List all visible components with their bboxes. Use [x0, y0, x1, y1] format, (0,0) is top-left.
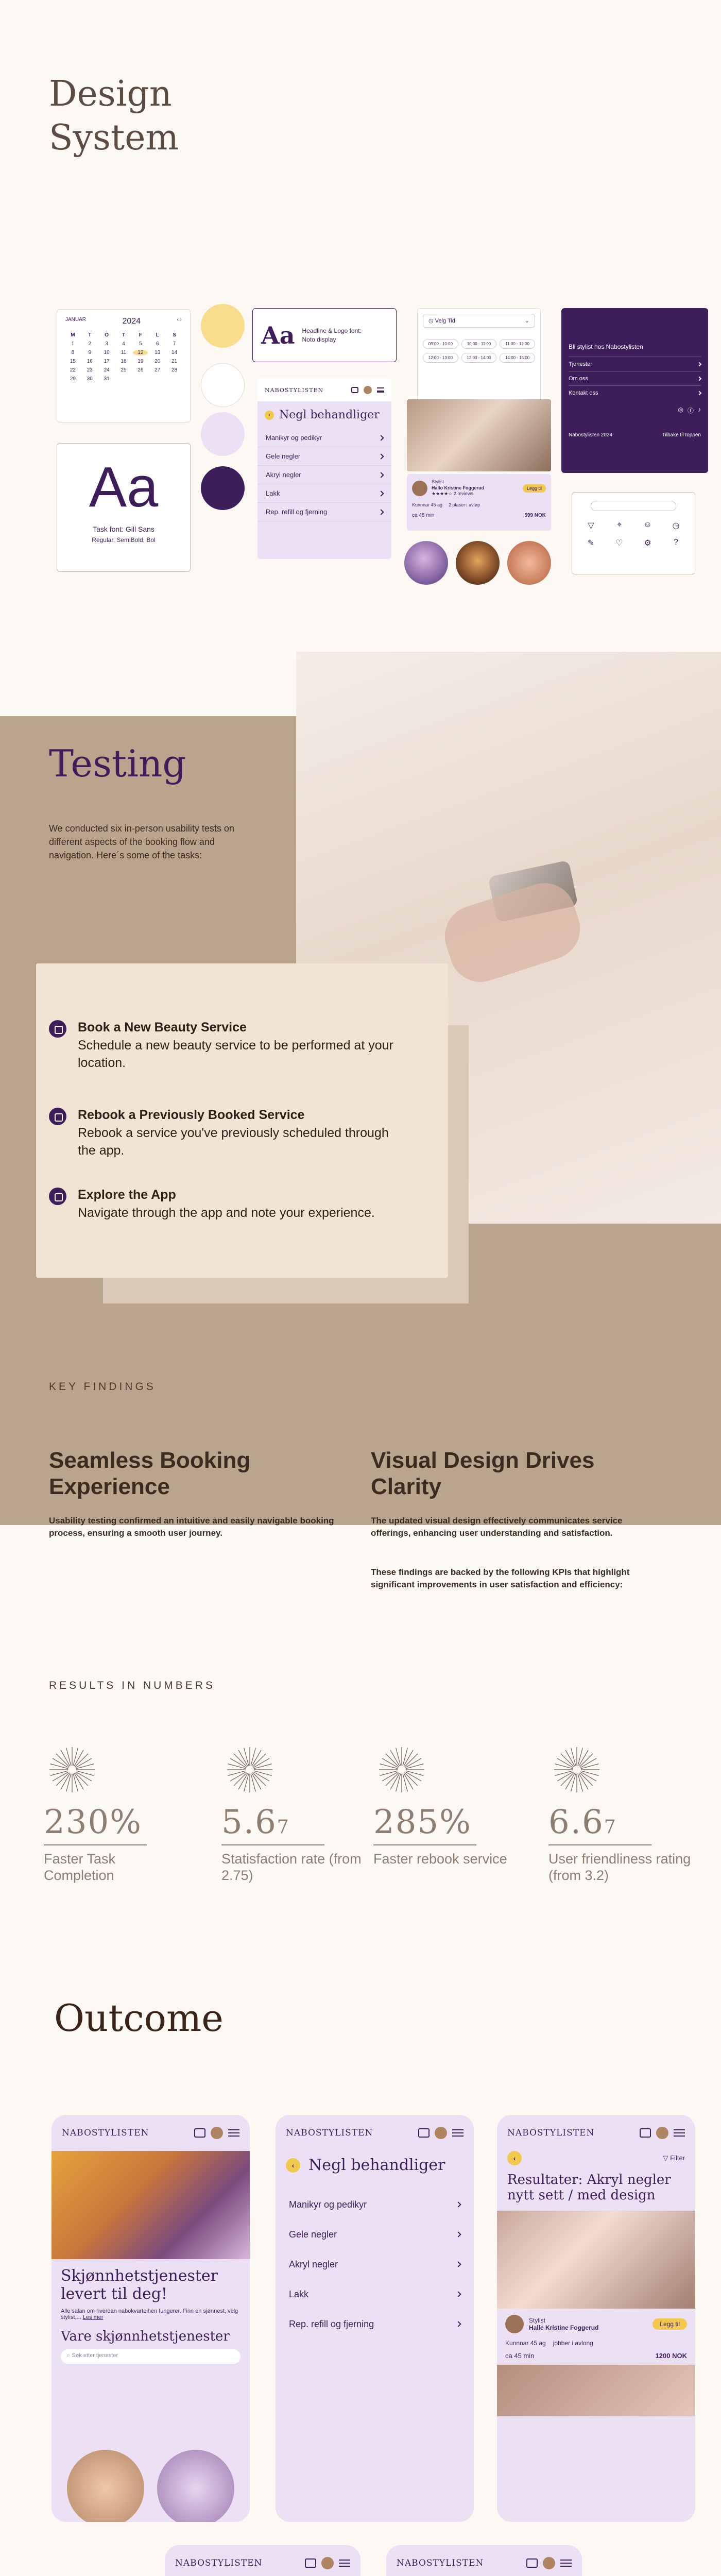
services-heading: Vare skjønnhetstjenester — [61, 2329, 230, 2344]
calendar-day[interactable]: 3 — [105, 341, 108, 347]
menu-icon[interactable] — [452, 2129, 464, 2137]
calendar-card — [57, 309, 191, 422]
stat-item — [44, 1803, 188, 1884]
type-card-headline: Aa Headline & Logo font: Noto display — [252, 308, 397, 362]
menu-item[interactable] — [258, 484, 391, 503]
avatar[interactable] — [211, 2127, 223, 2139]
calendar-day[interactable]: 24 — [104, 367, 110, 373]
finding-left-title: Seamless Booking Experience — [49, 1448, 251, 1499]
calendar-day[interactable]: 20 — [154, 359, 161, 364]
avatar-illustration-2 — [456, 541, 500, 585]
design-system-title: Design System — [49, 74, 179, 158]
stylist-card: Stylist Hallo Kristine Foggerud ★★★★☆ 2 reviews Legg til Kunnnar 45 ag 2 plaser i avløp ca 45 min 599 NOK — [407, 474, 551, 531]
calendar-day[interactable]: 18 — [121, 359, 127, 364]
clock-icon: ◷ — [672, 521, 680, 530]
location-icon: ⌖ — [616, 520, 622, 529]
testing-intro: We conducted six in-person usability tests on different aspects of the booking flow and navigation. Here´s some of the tasks: — [49, 823, 234, 861]
stat-label: User friendliness rating (from 3.2) — [548, 1851, 691, 1884]
footer-links — [569, 357, 701, 400]
edit-icon: ✎ — [587, 539, 595, 548]
calendar-month: JANUAR — [65, 317, 87, 323]
chevron-down-icon: ⌄ — [524, 318, 529, 324]
settings-icon: ⚙ — [644, 539, 651, 548]
calendar-day[interactable]: 28 — [171, 367, 178, 373]
menu-icon[interactable] — [560, 2560, 572, 2567]
search-icon: ⌕ — [67, 2352, 71, 2359]
brand-logo[interactable]: NABOSTYLISTEN — [265, 386, 324, 394]
menu-list — [258, 429, 391, 521]
calendar-day[interactable]: 7 — [173, 341, 176, 347]
chevron-right-icon — [455, 2261, 461, 2267]
calendar-day[interactable]: 16 — [87, 359, 93, 364]
chevron-right-icon — [697, 376, 701, 380]
weekday-label: M — [71, 332, 75, 338]
time-select-card — [417, 308, 541, 406]
task-icon — [49, 1108, 66, 1125]
stat-value-suffix: 7 — [277, 1817, 290, 1838]
tiktok-icon[interactable]: ♪ — [698, 406, 701, 413]
calendar-day[interactable]: 4 — [122, 341, 125, 347]
search-field-sample[interactable] — [591, 501, 676, 511]
task-description: Schedule a new beauty service to be performed at your location. — [78, 1038, 393, 1070]
task-title: Book a New Beauty Service — [78, 1020, 247, 1035]
calendar-day[interactable]: 13 — [154, 350, 161, 355]
testing-title: Testing — [49, 742, 186, 785]
stat-value: 230% — [44, 1803, 147, 1845]
stat-item — [373, 1803, 518, 1867]
calendar-day[interactable]: 10 — [104, 350, 110, 355]
menu-item[interactable] — [276, 2219, 474, 2249]
back-button[interactable]: ‹ — [265, 411, 274, 420]
footer-card: Bli stylist hos Nabostylisten Tjenester Om oss Kontakt oss ◎ ⓕ ♪ Nabostylisten 2024 Tilbake til toppen — [561, 308, 708, 473]
instagram-icon[interactable]: ◎ — [678, 406, 683, 413]
time-slot-chip[interactable]: 14:00 - 15:00 — [500, 353, 535, 363]
hero-headline: Skjønnhetstjenester levert til deg! — [61, 2267, 218, 2303]
type-card-body: Aa Task font: Gill Sans Regular, SemiBold, Bol — [57, 443, 191, 572]
stat-value: 285% — [373, 1803, 476, 1845]
avatar[interactable] — [321, 2557, 334, 2569]
phone-home: NABOSTYLISTEN Skjønnhetstjenester levert til deg! Alle salan om hverdan nabokvarteihen fungerer. Finn en sjønnest, velg stylist,... Les mer Vare skjønnhetstjenester ⌕ Søk etter tjenester — [52, 2115, 250, 2522]
chevron-right-icon — [378, 435, 384, 440]
stat-label: Faster Task Completion — [44, 1851, 116, 1884]
task-item — [49, 1188, 399, 1222]
weekday-label: T — [88, 332, 92, 338]
calendar-day[interactable]: 8 — [71, 350, 75, 355]
stat-value: 6.67 — [548, 1803, 651, 1845]
calendar-day[interactable]: 12 — [133, 350, 148, 355]
service-thumb-2[interactable] — [157, 2450, 234, 2522]
bag-icon[interactable] — [418, 2128, 430, 2138]
sunburst-icon — [227, 1747, 273, 1793]
menu-item-label: Akryl negler — [289, 2259, 338, 2269]
phone-profile — [386, 2545, 582, 2576]
add-button[interactable]: Legg til — [653, 2318, 687, 2330]
bag-icon[interactable] — [194, 2128, 205, 2138]
service-thumb-1[interactable] — [67, 2450, 144, 2522]
calendar-day[interactable]: 9 — [88, 350, 92, 355]
calendar-day[interactable]: 30 — [87, 376, 93, 382]
task-title: Explore the App — [78, 1188, 176, 1202]
chevron-right-icon — [455, 2201, 461, 2207]
brand-logo[interactable]: NABOSTYLISTEN — [175, 2558, 263, 2568]
calendar-day[interactable]: 1 — [71, 341, 75, 347]
back-button[interactable]: ‹ — [286, 2158, 300, 2173]
hero-image — [52, 2151, 250, 2259]
stylist-avatar — [505, 2315, 524, 2333]
weekday-label: T — [122, 332, 126, 338]
calendar-day[interactable]: 21 — [171, 359, 178, 364]
outcome-title: Outcome — [54, 1996, 224, 2040]
help-icon: ? — [674, 538, 678, 547]
chevron-right-icon — [455, 2231, 461, 2237]
avatar[interactable] — [435, 2127, 447, 2139]
menu-item[interactable] — [258, 466, 391, 484]
stat-label: Faster rebook service — [373, 1851, 507, 1867]
footer-link[interactable] — [569, 371, 701, 385]
stylist-avatar — [412, 481, 427, 496]
task-icon — [49, 1020, 66, 1038]
calendar-day[interactable]: 31 — [104, 376, 110, 382]
chevron-right-icon — [697, 362, 701, 366]
menu-icon[interactable] — [377, 387, 384, 393]
bag-icon[interactable] — [305, 2558, 316, 2568]
weekday-label: S — [173, 332, 176, 338]
heart-icon: ♡ — [615, 539, 623, 548]
calendar-day[interactable]: 2 — [88, 341, 92, 347]
finding-right-kpi-intro: These findings are backed by the following KPIs that highlight significant improvements in user satisfaction and efficiency: — [371, 1567, 630, 1589]
swatch-yellow — [201, 304, 245, 348]
chevron-right-icon — [455, 2321, 461, 2327]
chevron-right-icon — [378, 509, 384, 515]
hands-photo — [407, 399, 551, 471]
menu-item[interactable] — [258, 447, 391, 466]
filter-icon: ▽ — [588, 521, 594, 530]
footer-link-label: Kontakt oss — [569, 389, 598, 396]
results-label: RESULTS IN NUMBERS — [49, 1680, 215, 1691]
stat-value-suffix: 7 — [604, 1817, 617, 1838]
menu-item-label: Manikyr og pedikyr — [289, 2199, 367, 2210]
stat-item — [548, 1803, 693, 1884]
brand-logo[interactable]: NABOSTYLISTEN — [507, 2128, 595, 2138]
avatar[interactable] — [656, 2127, 668, 2139]
swatch-lavender — [201, 412, 245, 456]
sunburst-icon — [49, 1747, 95, 1793]
calendar-day[interactable]: 19 — [138, 359, 144, 364]
menu-list — [276, 2190, 474, 2339]
phone-menu — [276, 2115, 474, 2522]
calendar-day[interactable]: 6 — [156, 341, 159, 347]
task-title: Rebook a Previously Booked Service — [78, 1108, 305, 1122]
avatar[interactable] — [364, 386, 372, 394]
menu-icon[interactable] — [228, 2129, 239, 2137]
task-description: Rebook a service you've previously scheduled through the app. — [78, 1126, 389, 1158]
time-tag-grid — [423, 339, 535, 363]
facebook-icon[interactable]: ⓕ — [687, 407, 694, 414]
stat-label: Statisfaction rate (from 2.75) — [221, 1851, 362, 1884]
avatar-illustration-3 — [507, 541, 551, 585]
footer-link[interactable] — [569, 385, 701, 400]
task-item — [49, 1108, 399, 1160]
phone-booking — [165, 2545, 360, 2576]
chevron-right-icon — [697, 391, 701, 395]
time-slot-chip[interactable]: 12:00 - 13:00 — [423, 353, 458, 363]
stat-item — [221, 1803, 366, 1884]
time-slot-chip[interactable]: 13:00 - 14:00 — [461, 353, 497, 363]
calendar-arrows[interactable]: ‹ › — [177, 317, 182, 323]
menu-card — [258, 379, 391, 559]
menu-item-label: Manikyr og pedikyr — [266, 434, 322, 442]
menu-item-label: Gele negler — [289, 2229, 337, 2240]
swatch-purple — [201, 466, 245, 510]
menu-item[interactable] — [276, 2279, 474, 2309]
calendar-day[interactable]: 14 — [171, 350, 178, 355]
key-findings-label: KEY FINDINGS — [49, 1381, 156, 1393]
sunburst-icon — [554, 1747, 600, 1793]
time-slot-chip[interactable]: 09:00 - 10:00 — [423, 339, 458, 349]
finding-right-body: The updated visual design effectively communicates service offerings, enhancing user understanding and satisfaction. — [371, 1516, 623, 1538]
task-description: Navigate through the app and note your experience. — [78, 1206, 375, 1220]
chevron-right-icon — [378, 490, 384, 496]
calendar-day[interactable]: 29 — [70, 376, 76, 382]
sunburst-icon — [379, 1747, 425, 1793]
bag-icon[interactable] — [351, 387, 358, 393]
calendar-day[interactable]: 15 — [70, 359, 76, 364]
user-icon: ☺ — [643, 520, 652, 529]
task-icon — [49, 1188, 66, 1205]
calendar-day[interactable]: 17 — [104, 359, 110, 364]
weekday-label: F — [139, 332, 142, 338]
read-more-link[interactable]: Les mer — [82, 2314, 104, 2320]
clock-icon: ◷ — [428, 318, 434, 324]
calendar-day[interactable]: 23 — [87, 367, 93, 373]
chevron-right-icon — [378, 453, 384, 459]
result-image-2 — [497, 2365, 695, 2416]
menu-title: Negl behandliger — [279, 409, 380, 421]
calendar-grid — [65, 332, 182, 382]
calendar-day[interactable]: 22 — [70, 367, 76, 373]
brand-logo[interactable]: NABOSTYLISTEN — [62, 2128, 149, 2138]
time-select[interactable]: ◷ Velg Tid ⌄ — [423, 314, 535, 328]
weekday-label: O — [105, 332, 109, 338]
menu-item-label: Lakk — [289, 2289, 309, 2299]
swatch-white — [201, 363, 245, 407]
task-item — [49, 1020, 399, 1072]
filter-button[interactable]: ▽ Filter — [663, 2154, 685, 2162]
back-to-top-link[interactable]: Tilbake til toppen — [662, 432, 701, 438]
menu-item[interactable] — [258, 503, 391, 521]
calendar-day[interactable]: 27 — [154, 367, 161, 373]
menu-item-label: Rep. refill og fjerning — [266, 508, 328, 516]
filter-icon: ▽ — [663, 2154, 668, 2162]
social-icons — [569, 406, 701, 415]
menu-item[interactable] — [276, 2190, 474, 2219]
add-button[interactable]: Legg til — [523, 484, 546, 493]
calendar-day[interactable]: 5 — [139, 341, 142, 347]
menu-item-label: Lakk — [266, 489, 280, 497]
time-slot-chip[interactable]: 11:00 - 12:00 — [500, 339, 535, 349]
menu-item-label: Gele negler — [266, 452, 301, 460]
icon-set-card — [572, 492, 695, 574]
menu-icon[interactable] — [339, 2560, 350, 2567]
finding-right-title: Visual Design Drives Clarity — [371, 1448, 595, 1499]
menu-item[interactable] — [276, 2309, 474, 2339]
calendar-day[interactable]: 11 — [121, 350, 127, 355]
finding-left-body: Usability testing confirmed an intuitive and easily navigable booking process, ensuring a smooth user journey. — [49, 1516, 334, 1538]
chevron-right-icon — [378, 472, 384, 478]
bag-icon[interactable] — [526, 2558, 538, 2568]
result-image — [497, 2211, 695, 2309]
menu-icon[interactable] — [674, 2129, 685, 2137]
results-title: Resultater: Akryl negler nytt sett / med design — [507, 2172, 671, 2203]
avatar-illustration-1 — [404, 541, 448, 585]
search-input[interactable]: ⌕ Søk etter tjenester — [61, 2349, 241, 2364]
time-slot-chip[interactable]: 10:00 - 11:00 — [461, 339, 497, 349]
calendar-day[interactable]: 26 — [138, 367, 144, 373]
menu-item[interactable] — [276, 2249, 474, 2279]
calendar-day[interactable]: 25 — [121, 367, 127, 373]
calendar-year: 2024 — [122, 317, 141, 326]
menu-item-label: Akryl negler — [266, 471, 301, 479]
footer-link[interactable] — [569, 357, 701, 371]
back-button[interactable]: ‹ — [507, 2151, 522, 2165]
menu-item[interactable] — [258, 429, 391, 447]
hand-in-photo — [437, 875, 588, 990]
footer-link-label: Om oss — [569, 375, 588, 382]
menu-item-label: Rep. refill og fjerning — [289, 2318, 374, 2329]
weekday-label: L — [156, 332, 159, 338]
footer-link-label: Tjenester — [569, 361, 592, 367]
menu-title: Negl behandliger — [308, 2156, 445, 2174]
phone-results: NABOSTYLISTEN ‹ ▽ Filter Resultater: Akryl negler nytt sett / med design Stylist Halle Kristine Foggerud Legg til Kunnnar 45 ag jobber i avlong ca 45 min 1200 NOK — [497, 2115, 695, 2522]
avatar[interactable] — [543, 2557, 555, 2569]
chevron-right-icon — [455, 2291, 461, 2297]
bag-icon[interactable] — [640, 2128, 651, 2138]
brand-logo[interactable]: NABOSTYLISTEN — [397, 2558, 484, 2568]
stat-value: 5.67 — [221, 1803, 324, 1845]
brand-logo[interactable]: NABOSTYLISTEN — [286, 2128, 373, 2138]
